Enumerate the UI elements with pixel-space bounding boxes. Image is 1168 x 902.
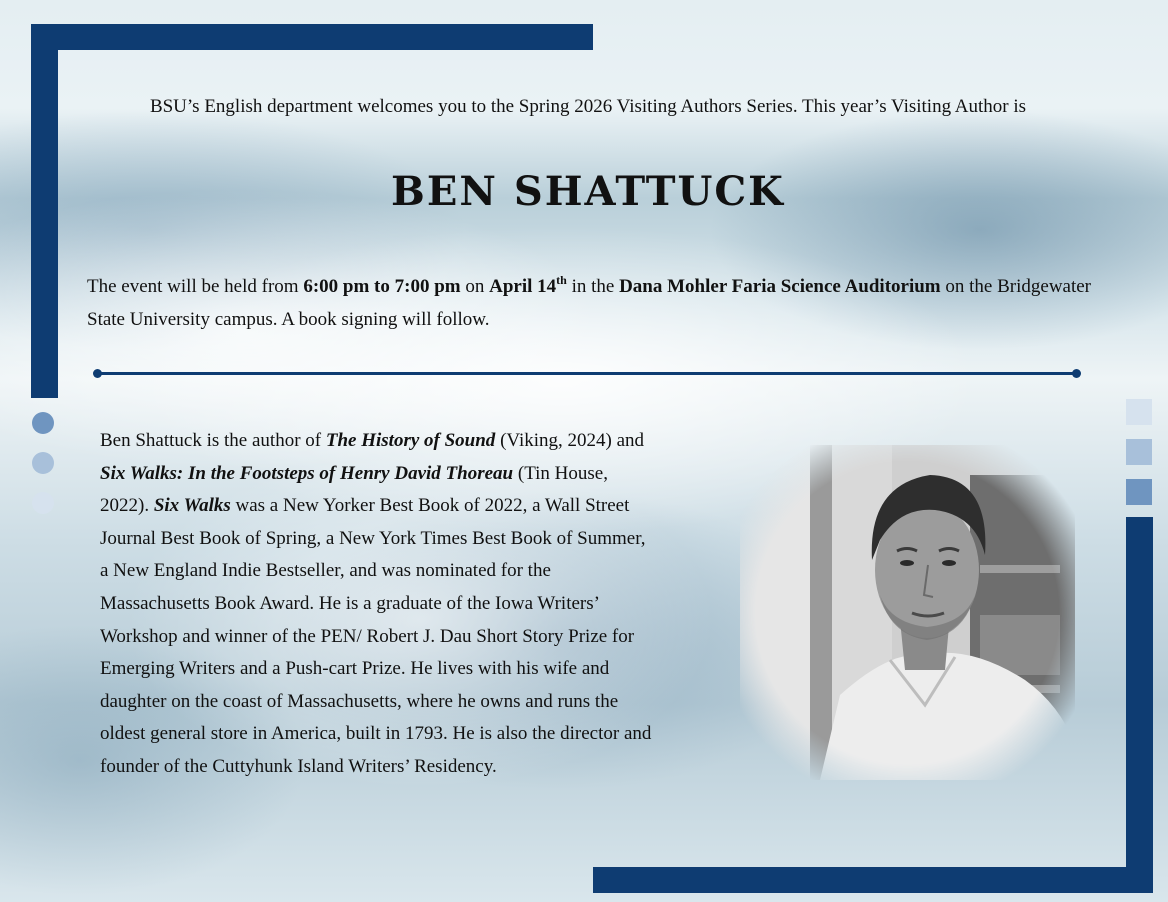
divider-end-right <box>1072 369 1081 378</box>
event-date-text: April 14 <box>489 276 557 297</box>
event-text-4: on the Bridgewater State University campus. A book signing will follow. <box>87 276 1092 330</box>
intro-text: BSU’s English department welcomes you to the Spring 2026 Visiting Authors Series. This year’s Visiting Author is <box>149 96 1027 117</box>
bio-text-4: was a New Yorker Best Book of 2022, a Wall Street Journal Best Book of Spring, a New York Times Best Book of Summer, a New England Indie Bestseller, and was nominated for the Massachusetts Book Award. He is a graduate of the Iowa Writers’ Workshop and winner of the PEN/ Robert J. Dau Short Story Prize for Emerging Writers and a Push-cart Prize. He lives with his wife and daughter on the coast of Massachusetts, where he owns and runs the oldest general store in America, built in 1793. He is also the director and founder of the Cuttyhunk Island Writers’ Residency. <box>100 495 652 777</box>
section-divider <box>97 372 1077 375</box>
author-name: BEN SHATTUCK <box>391 168 785 215</box>
event-time: 6:00 pm to 7:00 pm <box>303 276 461 297</box>
author-bio <box>100 425 652 784</box>
divider-end-left <box>93 369 102 378</box>
author-photo <box>740 445 1075 780</box>
frame-top-bar <box>31 24 593 50</box>
decor-square-3 <box>1126 479 1152 505</box>
decor-square-1 <box>1126 399 1152 425</box>
event-date-suffix: th <box>556 273 567 287</box>
decor-square-2 <box>1126 439 1152 465</box>
book-title-history-of-sound: The History of Sound <box>325 430 496 451</box>
bio-text-2: (Viking, 2024) and <box>495 430 645 451</box>
frame-left-bar <box>31 24 58 398</box>
decor-dot-1 <box>32 412 54 434</box>
event-text-2: on <box>460 276 490 297</box>
book-title-six-walks: Six Walks: In the Footsteps of Henry David Thoreau <box>100 462 514 484</box>
frame-bottom-bar <box>593 867 1153 893</box>
decor-dot-3 <box>32 492 54 514</box>
event-text-1: The event will be held from <box>87 276 304 297</box>
bio-text-1: Ben Shattuck is the author of <box>100 430 326 451</box>
frame-right-bar <box>1126 517 1153 893</box>
event-details <box>87 270 1097 336</box>
bio-text-3: (Tin House, 2022). <box>100 462 608 517</box>
book-title-six-walks-short: Six Walks <box>153 495 231 517</box>
decor-dot-2 <box>32 452 54 474</box>
event-venue: Dana Mohler Faria Science Auditorium <box>619 276 941 297</box>
event-text-3: in the <box>566 276 620 297</box>
event-date <box>489 273 567 297</box>
